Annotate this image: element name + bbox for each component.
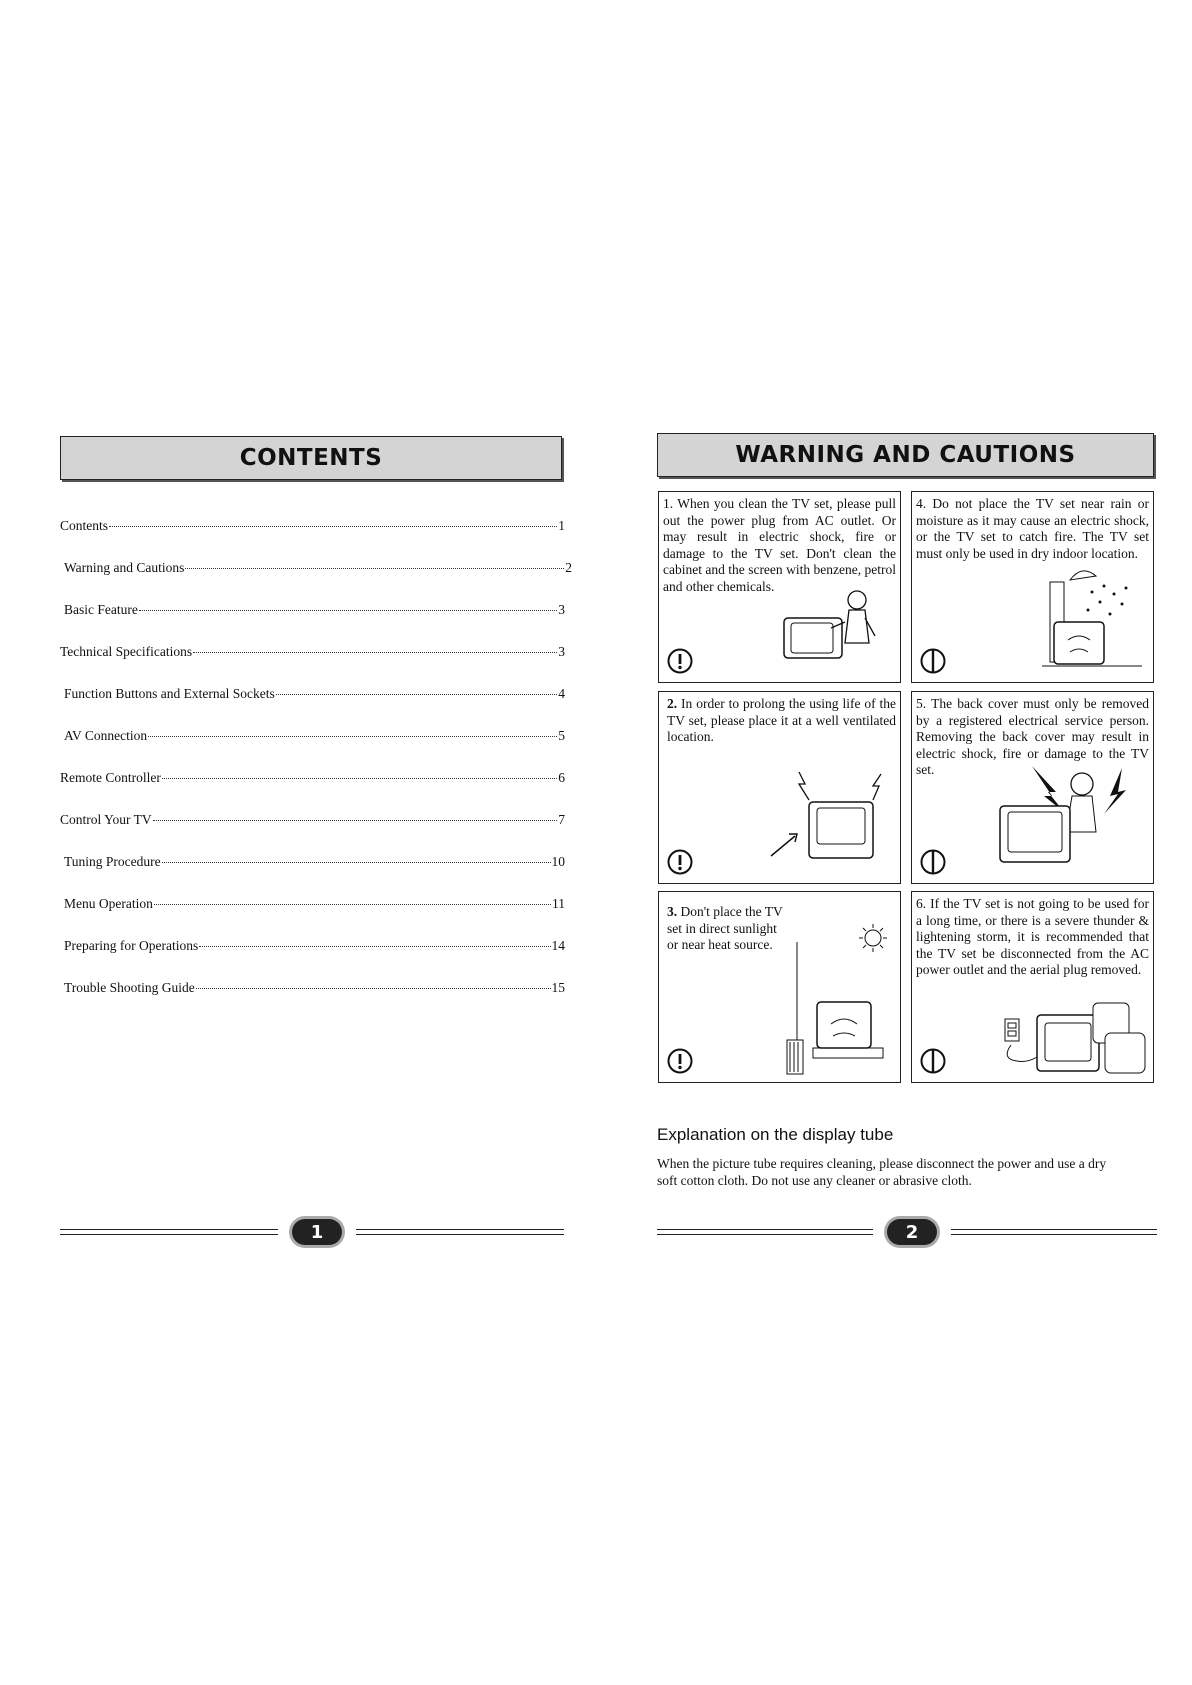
toc-entry-page: 2: [565, 560, 572, 575]
toc-entry-label: Basic Feature: [64, 602, 138, 617]
caution-text: Do not place the TV set near rain or moisture as it may cause an electric shock, or the TV set to catch fire. The TV set must only be used in dry indoor location.: [916, 496, 1150, 561]
caution-card-3: [658, 891, 901, 1083]
toc-entry: [60, 518, 565, 560]
toc-entry-page: 4: [558, 686, 565, 701]
caution-card-1: [658, 491, 901, 683]
caution-card-2: [658, 691, 901, 884]
caution-card-4: [911, 491, 1154, 683]
toc-entry: [60, 854, 565, 896]
toc-entry: [60, 686, 565, 728]
warning-page: [657, 433, 1157, 1188]
caution-number: 4.: [916, 496, 927, 511]
tv-sunlight-illustration: [777, 922, 897, 1077]
caution-text: The back cover must only be removed by a registered electrical service person. Removing the back cover may result in electric shock, fire or damage to the TV set.: [916, 696, 1149, 777]
tv-unplug-illustration: [997, 997, 1152, 1082]
caution-text: In order to prolong the using life of the TV set, please place it at a well ventilated location.: [667, 696, 897, 744]
toc-entry: [60, 980, 565, 1022]
toc-entry-page: 11: [552, 896, 565, 911]
explanation-text: When the picture tube requires cleaning, please disconnect the power and use a dry soft cotton cloth. Do not use any cleaner or abrasive cloth.: [657, 1156, 1107, 1188]
toc-entry-label: AV Connection: [64, 728, 148, 743]
toc-entry-label: Warning and Cautions: [64, 560, 185, 575]
toc-entry: [60, 728, 565, 770]
toc-entry: [60, 770, 565, 812]
cautions-grid: [657, 491, 1157, 1091]
toc-leader-dots: [185, 568, 564, 569]
exclamation-icon: [667, 849, 693, 875]
caution-number: 1.: [663, 496, 674, 511]
toc-entry: [60, 560, 572, 602]
caution-text: If the TV set is not going to be used for a long time, or there is a severe thunder & lightening storm, it is recommended that the TV set be disconnected from the AC power outlet and the aerial plug removed.: [916, 896, 1149, 977]
page-number-badge: 1: [292, 1219, 342, 1245]
toc-entry-page: 3: [558, 602, 565, 617]
toc-entry-page: 5: [558, 728, 565, 743]
toc-entry-page: 6: [558, 770, 565, 785]
toc-leader-dots: [154, 904, 551, 905]
caution-text: Don't place the TV set in direct sunlight or near heat source.: [667, 904, 783, 952]
caution-text: When you clean the TV set, please pull out the power plug from AC outlet. Or may result in electric shock, fire or damage to the TV set. Don't clean the cabinet and the screen with benzene, petrol and other chemicals.: [663, 496, 896, 594]
toc-entry-label: Tuning Procedure: [64, 854, 161, 869]
caution-card-5: [911, 691, 1154, 884]
page-footer-left: [60, 1212, 565, 1252]
table-of-contents: [60, 518, 572, 1022]
contents-title: CONTENTS: [60, 436, 562, 480]
toc-entry-page: 15: [551, 980, 565, 995]
caution-number: 6.: [916, 896, 927, 911]
toc-entry-label: Technical Specifications: [60, 644, 193, 659]
footer-rule: [356, 1229, 564, 1235]
toc-leader-dots: [276, 694, 558, 695]
toc-leader-dots: [196, 988, 551, 989]
toc-entry-page: 10: [551, 854, 565, 869]
toc-entry-label: Trouble Shooting Guide: [64, 980, 195, 995]
toc-entry-label: Control Your TV: [60, 812, 152, 827]
toc-leader-dots: [193, 652, 557, 653]
caution-number: 3.: [667, 904, 678, 919]
toc-leader-dots: [153, 820, 558, 821]
caution-number: 2.: [667, 696, 678, 711]
toc-entry-label: Function Buttons and External Sockets: [64, 686, 275, 701]
toc-entry-label: Contents: [60, 518, 109, 533]
toc-entry-page: 14: [551, 938, 565, 953]
page-number-badge: 2: [887, 1219, 937, 1245]
prohibition-icon: [920, 648, 946, 674]
toc-leader-dots: [139, 610, 557, 611]
footer-rule: [951, 1229, 1157, 1235]
caution-card-6: [911, 891, 1154, 1083]
caution-number: 5.: [916, 696, 927, 711]
toc-entry: [60, 938, 565, 980]
toc-entry: [60, 812, 565, 854]
prohibition-icon: [920, 849, 946, 875]
warning-title: WARNING AND CAUTIONS: [657, 433, 1154, 477]
tv-cleaning-illustration: [779, 588, 889, 668]
toc-entry: [60, 896, 565, 938]
toc-entry: [60, 602, 565, 644]
explanation-title: Explanation on the display tube: [657, 1125, 894, 1144]
tv-service-illustration: [992, 762, 1152, 877]
exclamation-icon: [667, 648, 693, 674]
toc-entry-label: Preparing for Operations: [64, 938, 199, 953]
toc-entry-page: 3: [558, 644, 565, 659]
toc-leader-dots: [148, 736, 557, 737]
contents-page: [60, 436, 572, 1022]
toc-entry-page: 1: [558, 518, 565, 533]
footer-rule: [657, 1229, 873, 1235]
page-footer-right: [657, 1212, 1157, 1252]
toc-entry-label: Menu Operation: [64, 896, 153, 911]
toc-leader-dots: [162, 778, 557, 779]
tv-rain-illustration: [1042, 562, 1147, 677]
footer-rule: [60, 1229, 278, 1235]
toc-entry-page: 7: [558, 812, 565, 827]
toc-entry: [60, 644, 565, 686]
prohibition-icon: [920, 1048, 946, 1074]
toc-leader-dots: [109, 526, 557, 527]
toc-entry-label: Remote Controller: [60, 770, 161, 785]
tv-ventilation-illustration: [769, 772, 894, 872]
toc-leader-dots: [199, 946, 550, 947]
toc-leader-dots: [162, 862, 551, 863]
exclamation-icon: [667, 1048, 693, 1074]
